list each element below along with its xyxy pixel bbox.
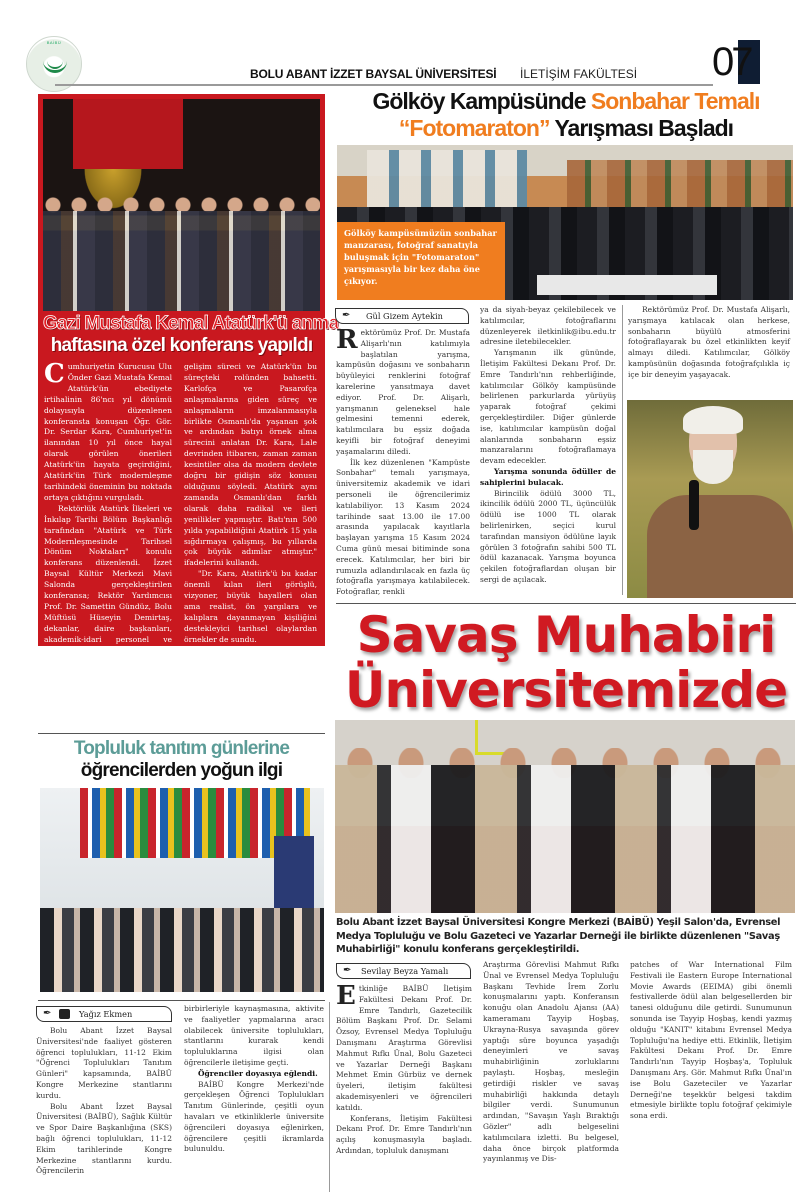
subheading: Öğrenciler doyasıya eğlendi.: [198, 1068, 318, 1078]
camera-icon: [59, 1009, 70, 1019]
paragraph: birbirleriyle kaynaşmasına, aktivite ve faaliyetler yapmalarına aracı olabilecek üniversite toplulukları, stantlarını kurarak kendi topluluklarına ilgisi olan öğrencilerle iletişime geçti.: [184, 1004, 324, 1067]
ataturk-column-2: [184, 362, 317, 711]
photo-crowd: [43, 211, 320, 311]
header-faculty: İLETİŞİM FAKÜLTESİ: [520, 67, 638, 81]
headline-part: Sonbahar Temalı: [590, 88, 760, 114]
topluluk-column-2: [184, 1004, 324, 1155]
paragraph: Bolu Abant İzzet Baysal Üniversitesi (BAİBÜ), Sağlık Kültür ve Spor Daire Başkanlığına (SKS) bağlı öğrenci toplulukları, 11-12 Ekim tarihlerinde Kongre Merkezine stantlarını kurdu. Öğrencilerin: [36, 1101, 172, 1176]
photo-crowd: [40, 908, 324, 992]
paragraph: tkinliğe BAİBÜ İletişim Fakültesi Dekanı Prof. Dr. Emre Tandırlı, Gazetecilik Bölüm Başkanı Prof. Dr. Selami Özsoy, Evrensel Medya Topluluğu Danışmanı Araştırma Görevlisi Mahmut Rıfkı Ünal, Bolu Gazeteci ve Yazarlar Derneği Başkanı Mehmet Emin Gürbüz ve dernek üyeleri, iletişim fakültesi akademisyenleri ve öğrencileri katıldı.: [336, 984, 472, 1112]
fotomaraton-photo-caption: Gölköy kampüsümüzün sonbahar manzarası, fotoğraf sanatıyla buluşmak için "Fotomaraton" yarışmasıyla bir kez daha öne çıkıyor.: [337, 222, 505, 300]
byline: [36, 1006, 172, 1022]
pen-icon: ✒: [342, 310, 351, 321]
paragraph: Bolu Abant İzzet Baysal Üniversitesi'nde faaliyet gösteren öğrenci toplulukları, 11-12 Ekim "Öğrenci Toplulukları Tanıtım Günleri" kapsamında, BAİBÜ Kongre Merkezine stantlarını kurdu.: [36, 1026, 172, 1100]
topluluk-headline: [38, 738, 325, 782]
paragraph: İlk kez düzenlenen "Kampüste Sonbahar" temalı yarışmaya, üniversitemiz akademik ve idari personeli ile öğrencilerimiz katılabiliyor. 13 Kasım 2024 tarihinde saat 13.00 ile 17.00 arasında yapılacak kayıtlarla başlayan yarışma 15 Kasım 2024 Cuma günü mesai bitiminde sona erecek. Katılımcılar, her biri bir rumuzla adlandırılacak en fazla üç fotoğrafla yarışmaya katılabilecek. Fotoğraflar, renkli: [336, 457, 470, 597]
header-divider: [55, 84, 713, 86]
divider: [336, 603, 796, 604]
photo-flag: [73, 99, 183, 169]
savas-column-1: [336, 981, 472, 1157]
paragraph: Konferans, İletişim Fakültesi Dekanı Prof. Dr. Emre Tandırlı'nın açılış konuşmasıyla başladı. Ardından, topluluk danışmanı: [336, 1113, 472, 1155]
author-name: Sevilay Beyza Yamalı: [361, 966, 449, 976]
photo-table: [537, 275, 717, 295]
paragraph: Rektörlük Atatürk İlkeleri ve İnkılap Tarihi Bölüm Başkanlığı tarafından "Atatürk ve Türk Modernleşmesinde Tarihsel Dönüm Noktaları" konulu konferans düzenlendi. İzzet Baysal Kültür Merkezi Mavi Salonda gerçekleştirilen konferansa; Rektör Yardımcısı Prof. Dr. Samettin Gündüz, Bolu Müftüsü Hüseyin Demirtaş, dekanlar, daire başkanları, akademik-idari personel ve öğrenciler katıldı.: [44, 503, 172, 655]
subheading: Yarışma sonunda ödüller de sahiplerini bulacak.: [480, 466, 616, 487]
savas-headline-line2: Üniversitemizde: [344, 661, 788, 719]
photo-coat: [647, 495, 793, 598]
paragraph: patches of War International Film Festivali ile Eastern Europe International Movie Awards (EEIMA) gibi önemli festivallerde ödül alan belgesellerden bir tanesi olduğunu dile getirdi. Sunumunun sonunda ise Tayyip Hoşbaş, kendi yazmış olduğu "KANIT" kitabını Evrensel Medya Topluluğu'na hediye etti. Etkinlik, İletişim Fakültesi Dekanı Prof. Dr. Emre Tandırlı'nın Tayyip Hoşbaş'a, Topluluk Danışmanı Arş. Gör. Mahmut Rıfkı Ünal'ın ise Bolu Gazeteciler ve Yazarlar Derneği'ne teşekkür belgesi takdim etmesiyle birlikte toplu fotoğraf çekimiyle sona erdi.: [630, 960, 792, 1121]
paragraph: ektörümüz Prof. Dr. Mustafa Alişarlı'nın katılımıyla başlatılan yarışma, kampüsün doğasını ve sonbaharın büyüleyici renklerini fotoğraf karelerine yansıtmaya davet ediyor. Prof. Dr. Alişarlı, yarışmanın geleneksel hale gelmesini temenni ederek, katılımcılara bu eşsiz doğada keyifli bir fotoğraf deneyimi yaşamalarını diledi.: [336, 328, 470, 456]
photo-beard: [693, 450, 733, 484]
fotomaraton-column-3: [628, 305, 790, 381]
dropcap: C: [44, 359, 65, 389]
author-name: Yağız Ekmen: [79, 1009, 133, 1019]
page-number: 07: [712, 40, 751, 84]
paragraph: umhuriyetin Kurucusu Ulu Önder Gazi Mustafa Kemal Atatürk'ün ebediyete irtihalinin 86'ncı yıl dönümü dolayısıyla düzenlenen konferansta konuşan Öğr. Gör. Dr. Serdar Kara, Cumhuriyet'in ilanından 10 yıl önce hayal olarak görülen önerileri Atatürk'ün hayata geçirdiğini, Atatürk'ün Türk modernleşme tarihindeki öneminin bu noktada ortaya çıktığını vurguladı.: [44, 362, 172, 502]
paragraph: Yarışmanın ilk gününde, İletişim Fakültesi Dekanı Prof. Dr. Emre Tandırlı'nın rehberliğinde, katılımcılar Gölköy kampüsünde belirlenen parkurlarda yürüyüş yaparak fotoğraf çekimi gerçekleştirdiler. Diğer günlerde ise, katılımcılar kampüsün doğal alanlarında sonbaharın eşsiz manzaralarını fotoğraflamaya devam edecekler.: [480, 348, 616, 466]
headline-part: “Fotomaraton”: [398, 115, 550, 141]
savas-column-3: [630, 960, 792, 1122]
paragraph: ya da siyah-beyaz çekilebilecek ve katılımcılar, fotoğraflarını düzenleyerek iletkinlik@ibu.edu.tr adresine iletebilecekler.: [480, 305, 616, 347]
paragraph: "Dr. Kara, Atatürk'ü bu kadar önemli kılan ileri görüşlü, vizyoner, büyük hayalleri olan ama realist, ön yargılara ve kalıplara dayanmayan kişiliğini destekleyici tarihsel olaylardan örnekler de sundu.: [184, 569, 317, 644]
savas-group-photo: [335, 720, 795, 913]
byline: [336, 963, 471, 979]
paragraph: Saygı duruşu ve İstiklâl Marşı'nın okunmasının ardından konuşmasına başlayan Öğr. Gör. Dr. Serdar Kara, Türk modernleşmesinin yaklaşık 300 yıllık tarihsel: [44, 656, 172, 720]
divider: [38, 733, 325, 734]
savas-lead: Bolu Abant İzzet Baysal Üniversitesi Kongre Merkezi (BAİBÜ) Yeşil Salon'da, Evrensel Medya Topluluğu ve Bolu Gazeteci ve Yazarlar Derneği ile birlikte düzenlenen "Savaş Muhabirliği" konulu konferans gerçekleştirildi.: [336, 917, 781, 955]
topluluk-column-1: [36, 1026, 172, 1177]
fotomaraton-headline: [336, 88, 796, 142]
author-name: Gül Gizem Aytekin: [366, 311, 443, 321]
microphone-icon: [689, 480, 699, 530]
savas-headline: [336, 608, 796, 718]
ataturk-conference-photo: [43, 99, 320, 311]
headline-line-1: [336, 88, 796, 115]
dropcap: R: [336, 325, 358, 355]
rector-speaking-photo: [627, 400, 793, 598]
ataturk-headline-line1: Gazi Mustafa Kemal Atatürk'ü anma: [43, 313, 339, 334]
pen-icon: ✒: [343, 965, 352, 976]
dropcap: E: [336, 981, 356, 1011]
headline-part: Gölköy Kampüsünde: [372, 88, 586, 114]
column-divider: [622, 305, 623, 595]
paragraph: Araştırma Görevlisi Mahmut Rıfkı Ünal ve Evrensel Medya Topluluğu Başkanı Tevhide İrem Zorlu konuşmalarını yaptı. Konferansın konuğu olan Anadolu Ajansı (AA) kameramanı Tayyip Hoşbaş, Ukrayna-Rusya savaşında görev yaptığı süre boyunca yaşadığı deneyimleri ve savaş muhabirliğinin zorluklarını paylaştı. Hoşbaş, mesleğin getirdiği riskler ve savaş muhabirliği hakkında detaylı bilgiler verdi. Sunumunun ardından, "Savaşın Yaşlı Bıraktığı Gözler" adlı belgeselini katılımcılara izletti. Bu belgesel, daha önce birçok platformda yayınlanmış ve Dis-: [483, 960, 619, 1164]
paragraph: gelişim süreci ve Atatürk'ün bu süreçteki rolünden bahsetti. Karlofça ve Pasarofça anlaşmalarına giden süreç ve anlaşmaların imzalanmasıyla birlikte Osmanlı'da yaşanan şok ve ardından batıyı örnek alma sürecini anlatan Dr. Kara, Lale devrinden itibaren, zaman zaman kesintiler olsa da modern devlete doğru bir gidişin söz konusu olduğunu söyledi. Atatürk aynı zamanda Osmanlı'dan farklı olarak daha radikal ve ileri yenilikler yapmıştır. Batı'nın 500 yılda yapabildiğini Atatürk 15 yıla sığdırmaya çalışmış, bu yıllarda çok büyük adımlar atmıştır." ifadelerini kullandı.: [184, 362, 317, 568]
paragraph: Konferansın sonunda Öğr. Gör. Dr. Serdar Kara'ya Rektör Yardımcısı Samettin Gündüz tarafından teşekkür belgesi verildi. Toplu fotoğraf çekiminin ardından konferans sona erdi.: [184, 645, 317, 710]
photo-people: [335, 765, 795, 913]
ataturk-headline: [43, 313, 339, 357]
logo-text: BAİBÜ: [46, 40, 62, 45]
ataturk-headline-line2: haftasına özel konferans yapıldı: [50, 335, 313, 356]
column-divider: [329, 1002, 330, 1192]
byline: [335, 308, 469, 324]
headline-line-2: [336, 115, 796, 142]
paragraph: BAİBÜ Kongre Merkezi'nde gerçekleşen Öğrenci Toplulukları Tanıtım Günlerinde, çeşitli oyun havaları ve etkinliklerle üniversite öğrencileri doyasıya eğlenirken, öğrencilere çeşitli ikramlarda bulunuldu.: [184, 1079, 324, 1154]
topluluk-headline-line2: öğrencilerden yoğun ilgi: [80, 760, 283, 781]
topluluk-headline-line1: Topluluk tanıtım günlerine: [73, 738, 290, 759]
pen-icon: ✒: [43, 1008, 52, 1019]
headline-part: Yarışması Başladı: [554, 115, 734, 141]
photo-hair: [683, 406, 743, 434]
paragraph: Birincilik ödülü 3000 TL, ikincilik ödülü 2000 TL, üçüncülük ödülü ise 1000 TL olarak belirlenirken, seçici kurul tarafından mansiyon ödülüne layık görülen 3 fotoğrafın sahibi 500 TL ödül kazanacak. Yarışma boyunca çekilen fotoğraflardan oluşan bir sergi de açılacak.: [480, 488, 616, 584]
paragraph: Rektörümüz Prof. Dr. Mustafa Alişarlı, yarışmaya katılacak olan herkese, sonbaharın büyülü atmosferini fotoğraflayarak bu özel etkinlikten keyif almayı diledi. Katılımcılar, Gölköy kampüsünün doğasında fotoğrafçılıkla iç içe bir deneyim yaşayacak.: [628, 305, 790, 379]
savas-headline-line1: Savaş Muhabiri: [356, 606, 776, 664]
logo-emblem-icon: [43, 59, 67, 73]
ataturk-column-1: [44, 359, 172, 722]
header-university: BOLU ABANT İZZET BAYSAL ÜNİVERSİTESİ: [250, 67, 497, 81]
fotomaraton-column-2: [480, 305, 616, 586]
fotomaraton-column-1: [336, 325, 470, 598]
topluluk-photo: [40, 788, 324, 992]
divider: [38, 1000, 325, 1001]
savas-column-2: [483, 960, 619, 1165]
